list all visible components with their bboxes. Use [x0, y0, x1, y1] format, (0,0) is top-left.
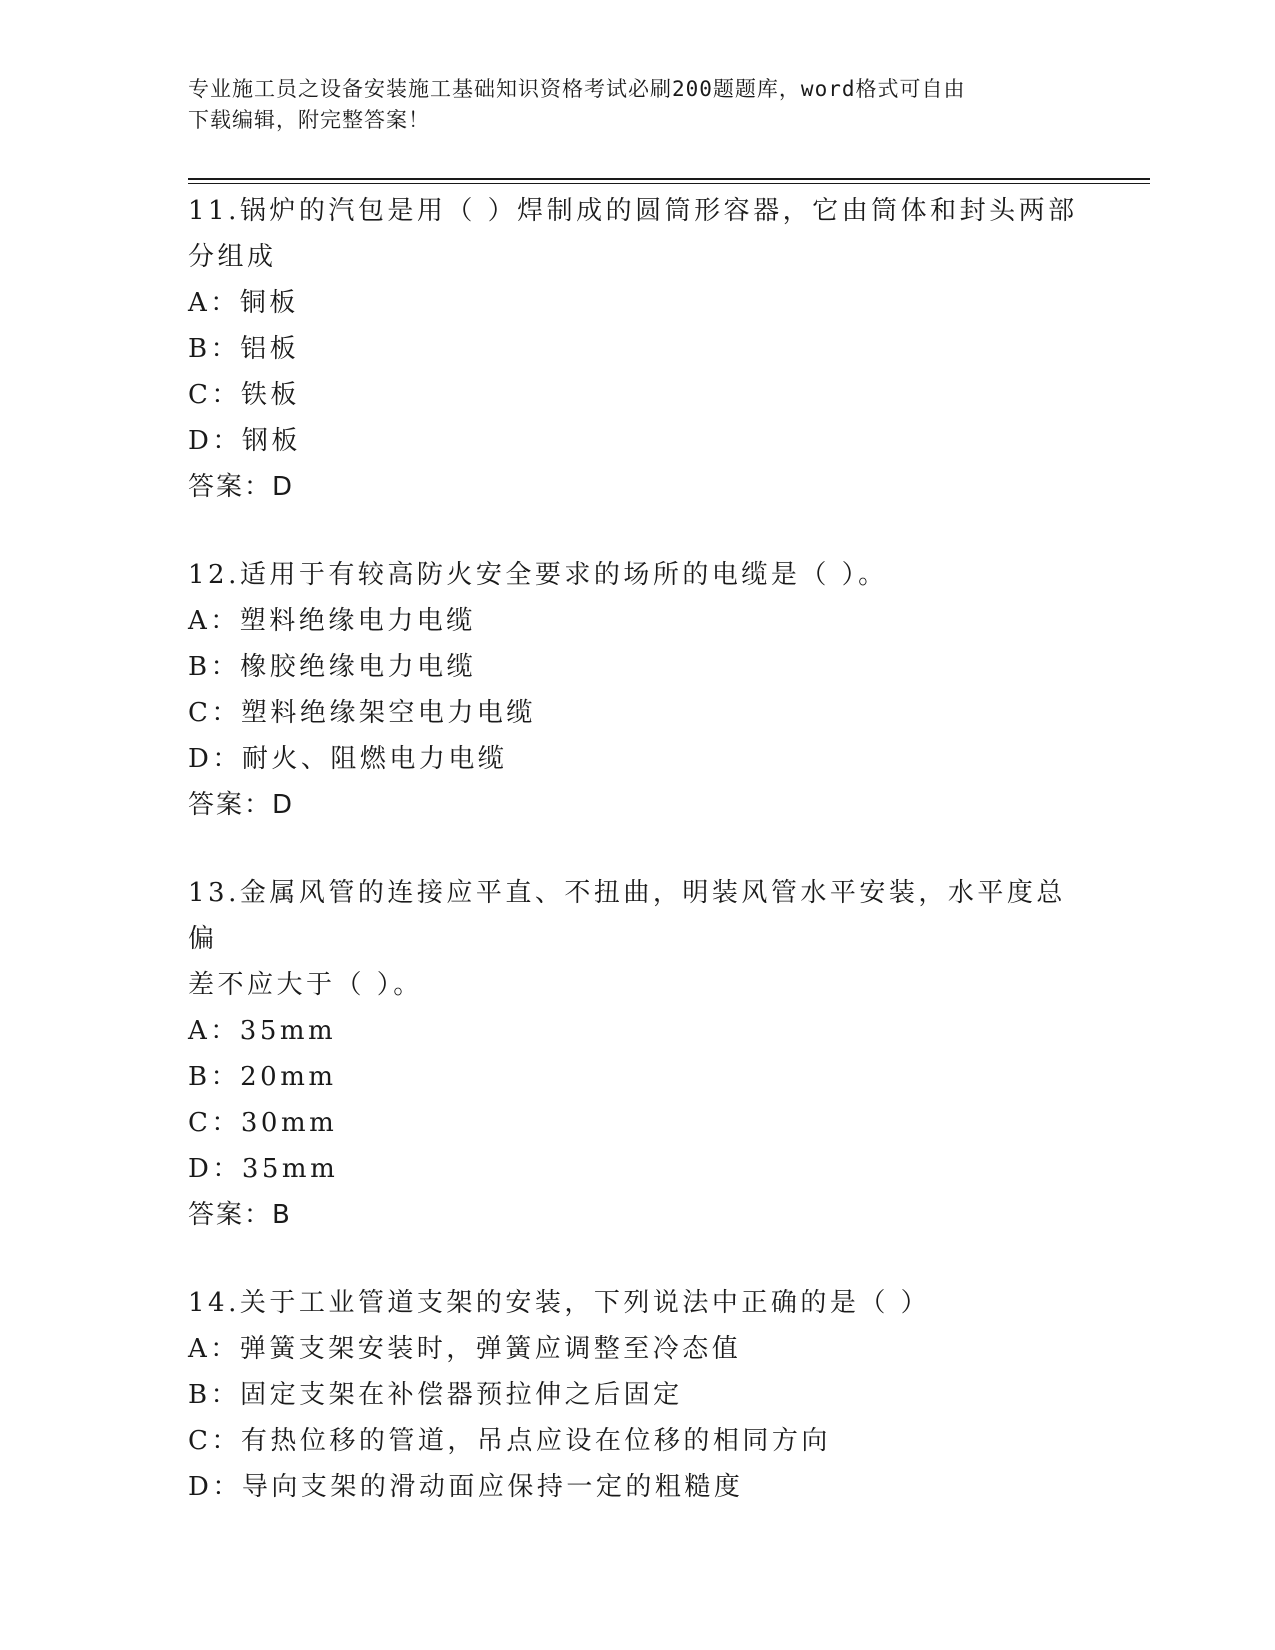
header-line-2: 下载编辑，附完整答案！	[188, 108, 430, 132]
option-c: C：有热位移的管道，吊点应设在位移的相同方向	[188, 1426, 831, 1456]
option-a: A：铜板	[188, 288, 299, 318]
header-divider-top	[188, 178, 1150, 180]
question-stem: 11.锅炉的汽包是用（ ）焊制成的圆筒形容器，它由筒体和封头两部	[188, 196, 1078, 226]
question-stem: 13.金属风管的连接应平直、不扭曲，明装风管水平安装，水平度总偏	[188, 878, 1066, 954]
question-stem: 14.关于工业管道支架的安装，下列说法中正确的是（ ）	[188, 1288, 931, 1318]
answer: 答案：B	[188, 1200, 292, 1230]
option-b: B：铝板	[188, 334, 300, 364]
answer: 答案：D	[188, 472, 295, 502]
option-c: C：铁板	[188, 380, 300, 410]
question-stem: 12.适用于有较高防火安全要求的场所的电缆是（ ）。	[188, 560, 888, 590]
question-stem-continued: 差不应大于（ ）。	[188, 970, 423, 1000]
option-d: D：耐火、阻燃电力电缆	[188, 744, 508, 774]
header-divider-bottom	[188, 183, 1150, 184]
option-d: D：35mm	[188, 1154, 339, 1184]
header-line-1: 专业施工员之设备安装施工基础知识资格考试必刷200题题库，word格式可自由	[188, 77, 966, 101]
question-11	[188, 188, 1088, 510]
option-a: A：35mm	[188, 1016, 337, 1046]
option-c: C：塑料绝缘架空电力电缆	[188, 698, 536, 728]
answer: 答案：D	[188, 790, 295, 820]
question-14	[188, 1280, 1088, 1510]
question-12	[188, 552, 1088, 828]
option-b: B：橡胶绝缘电力电缆	[188, 652, 477, 682]
question-13	[188, 870, 1088, 1238]
option-a: A：塑料绝缘电力电缆	[188, 606, 476, 636]
option-c: C：30mm	[188, 1108, 338, 1138]
option-d: D：钢板	[188, 426, 301, 456]
option-b: B：20mm	[188, 1062, 337, 1092]
option-b: B：固定支架在补偿器预拉伸之后固定	[188, 1380, 683, 1410]
question-list	[188, 188, 1088, 1552]
option-a: A：弹簧支架安装时，弹簧应调整至冷态值	[188, 1334, 742, 1364]
document-header	[188, 74, 1088, 136]
option-d: D：导向支架的滑动面应保持一定的粗糙度	[188, 1472, 744, 1502]
question-stem-continued: 分组成	[188, 242, 277, 272]
